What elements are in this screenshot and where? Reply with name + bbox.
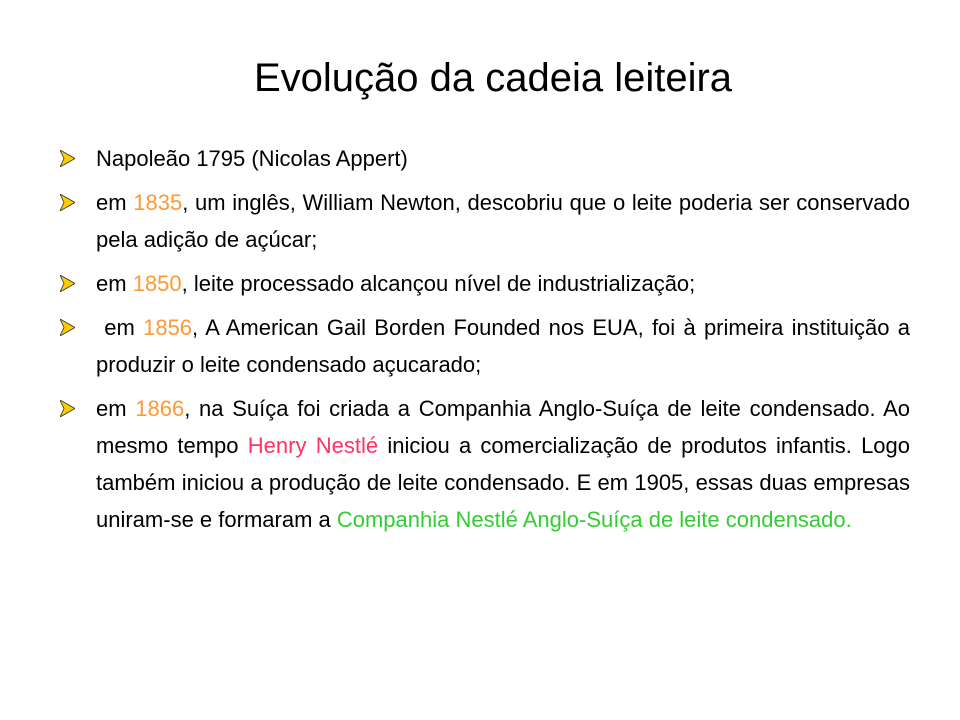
list-item — [60, 184, 910, 258]
list-item — [60, 265, 910, 302]
item-prefix: em — [96, 190, 134, 215]
item-prefix: em — [96, 396, 136, 421]
person-highlight: Henry Nestlé — [247, 433, 379, 458]
year-highlight: 1866 — [135, 396, 185, 421]
company-highlight: Companhia Nestlé Anglo-Suíça de leite condensado. — [336, 507, 852, 532]
arrow-right-icon — [60, 194, 75, 211]
slide-title: Evolução da cadeia leiteira — [253, 56, 733, 100]
item-text-continued: iniciou a comercialização de produtos infantis. Logo também iniciou a produção de leite condensado. E em 1905, essas duas empresas uniram-se e formaram a — [96, 433, 911, 532]
year-highlight: 1856 — [143, 315, 193, 340]
year-highlight: 1850 — [132, 271, 182, 296]
year-highlight: 1835 — [133, 190, 183, 215]
arrow-right-icon — [60, 150, 75, 167]
item-text: , A American Gail Borden Founded nos EUA, foi à primeira instituição a produzir o leite condensado açucarado; — [96, 315, 910, 377]
item-prefix: em — [96, 271, 133, 296]
item-text: , um inglês, William Newton, descobriu que o leite poderia ser conservado pela adição de açúcar; — [96, 190, 910, 252]
list-item — [60, 140, 910, 177]
list-item — [60, 309, 910, 383]
arrow-right-icon — [60, 319, 75, 336]
bullet-list — [60, 140, 910, 545]
item-text: , na Suíça foi criada a Companhia Anglo-Suíça de leite condensado. Ao mesmo tempo — [96, 396, 910, 458]
item-text: , leite processado alcançou nível de industrialização; — [181, 271, 696, 296]
list-item — [60, 390, 910, 538]
arrow-right-icon — [60, 275, 75, 292]
item-text: Napoleão 1795 (Nicolas Appert) — [96, 146, 408, 171]
item-prefix: em — [96, 315, 144, 340]
arrow-right-icon — [60, 400, 75, 417]
